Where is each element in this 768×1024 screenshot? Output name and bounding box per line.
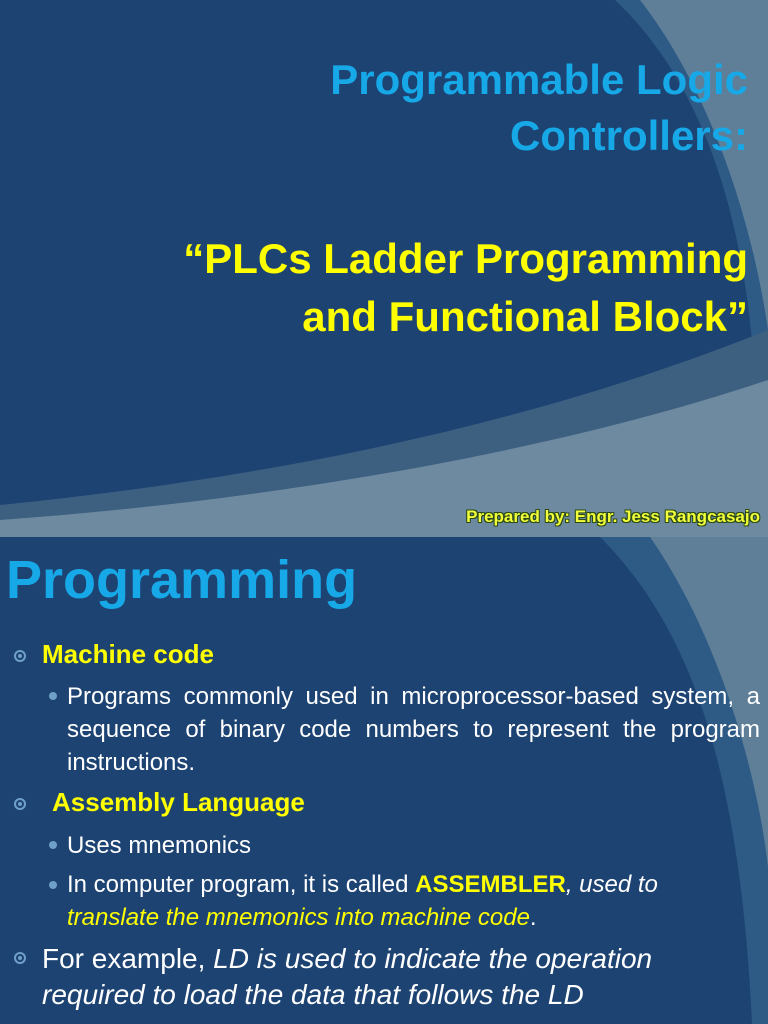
- dot-bullet-icon: [49, 692, 57, 700]
- bullet-heading-assembly: Assembly Language: [52, 787, 305, 817]
- title-line-1: Programmable Logic: [330, 56, 748, 103]
- subtitle-line-2: and Functional Block”: [302, 293, 748, 340]
- prepared-by-text: Prepared by: Engr. Jess Rangcasajo: [466, 507, 760, 526]
- circle-bullet-icon: [14, 650, 26, 662]
- slide-title: Programming: [6, 550, 358, 610]
- subtitle-line-1: “PLCs Ladder Programming: [183, 235, 748, 282]
- circle-bullet-icon: [14, 952, 26, 964]
- sub-bullet-machine-code-desc: Programs commonly used in microprocessor-based system, a sequence of binary code numbers to represent the program instructions.: [67, 683, 760, 776]
- title-line-2: Controllers:: [509, 112, 748, 159]
- example-italic: LD is used to indicate the operation required to load the data that follows the LD: [42, 943, 653, 1010]
- content-slide: [0, 537, 768, 1024]
- circle-bullet-icon: [14, 798, 26, 810]
- slide-subtitle: [48, 230, 748, 346]
- bullet-heading-machine-code: Machine code: [42, 639, 214, 669]
- assembler-prefix: In computer program, it is called: [67, 871, 416, 898]
- sub-bullet-mnemonics: Uses mnemonics: [67, 832, 252, 859]
- example-prefix: For example,: [42, 943, 214, 974]
- assembler-end: .: [529, 904, 537, 931]
- assembler-translate: translate the mnemonics into machine code: [67, 904, 530, 931]
- slide-title: [128, 52, 748, 164]
- assembler-suffix: , used to: [565, 871, 658, 898]
- example-text: [42, 941, 762, 1013]
- sub-bullet-assembler: [67, 868, 760, 934]
- dot-bullet-icon: [49, 881, 57, 889]
- dot-bullet-icon: [49, 841, 57, 849]
- assembler-highlight: ASSEMBLER: [415, 871, 566, 898]
